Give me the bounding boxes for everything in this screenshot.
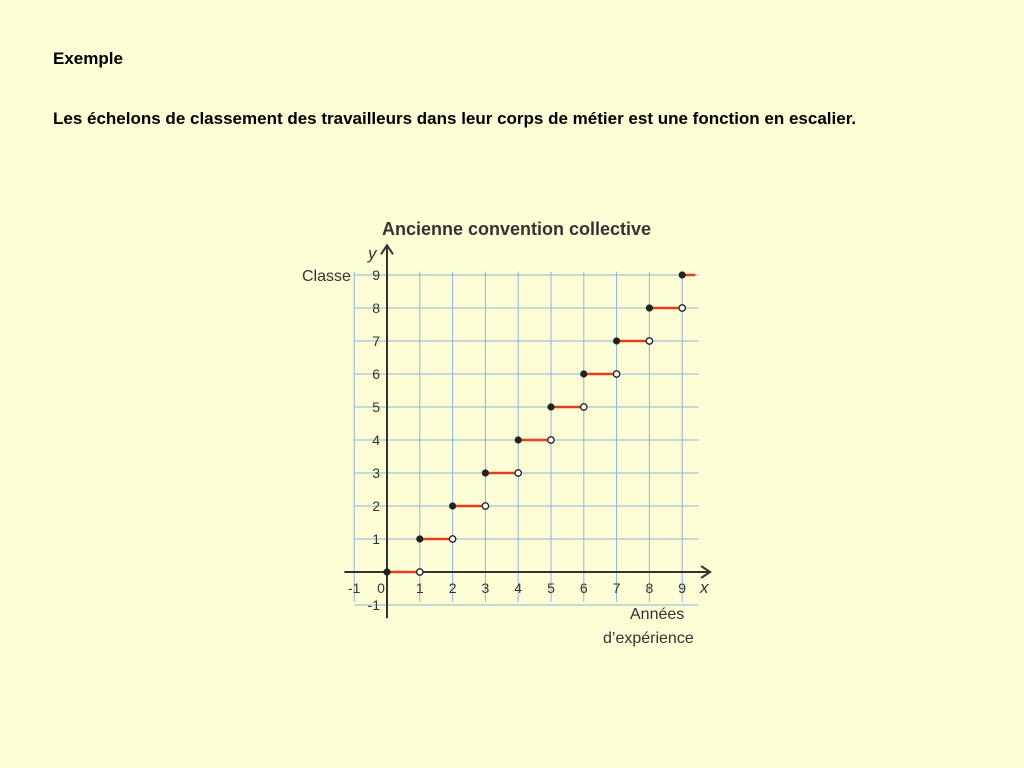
x-tick-label: 6 bbox=[579, 580, 588, 596]
step-closed-point bbox=[416, 535, 423, 542]
step-closed-point bbox=[383, 568, 390, 575]
y-tick-label: 5 bbox=[372, 399, 380, 415]
x-axis-variable: x bbox=[700, 578, 709, 597]
step-closed-point bbox=[449, 502, 456, 509]
slide-text: Les échelons de classement des travailleurs dans leur corps de métier est une fonction en escalier. bbox=[53, 109, 857, 128]
chart-grid bbox=[354, 272, 698, 605]
step-closed-point bbox=[679, 271, 686, 278]
x-tick-label: 8 bbox=[645, 580, 654, 596]
step-closed-point bbox=[482, 469, 489, 476]
slide-heading: Exemple bbox=[53, 49, 123, 68]
x-tick-label: 3 bbox=[481, 580, 490, 596]
x-tick-label: 7 bbox=[612, 580, 621, 596]
chart-steps bbox=[383, 271, 695, 575]
step-closed-point bbox=[613, 337, 620, 344]
step-open-point bbox=[548, 437, 554, 443]
x-tick-label: 9 bbox=[678, 580, 687, 596]
step-open-point bbox=[515, 470, 521, 476]
y-tick-label: 4 bbox=[372, 432, 380, 448]
x-tick-label: 4 bbox=[514, 580, 523, 596]
step-open-point bbox=[581, 404, 587, 410]
x-axis-label-line-2: d’expérience bbox=[603, 630, 694, 647]
x-tick-label: -1 bbox=[347, 580, 361, 596]
x-axis-label-line-1: Années bbox=[630, 606, 685, 623]
step-closed-point bbox=[646, 304, 653, 311]
step-open-point bbox=[613, 371, 619, 377]
y-tick-label: 9 bbox=[372, 267, 380, 283]
step-closed-point bbox=[515, 436, 522, 443]
step-open-point bbox=[449, 536, 455, 542]
step-open-point bbox=[679, 305, 685, 311]
step-open-point bbox=[417, 569, 423, 575]
x-tick-label: 2 bbox=[448, 580, 457, 596]
step-open-point bbox=[646, 338, 652, 344]
x-tick-label: 0 bbox=[377, 580, 385, 596]
x-tick-label: 5 bbox=[547, 580, 555, 596]
y-axis-label: Classe bbox=[302, 268, 351, 285]
step-chart bbox=[290, 210, 730, 655]
chart-axes bbox=[344, 245, 710, 618]
step-closed-point bbox=[547, 403, 554, 410]
y-tick-label: 6 bbox=[372, 366, 380, 382]
chart-svg bbox=[290, 210, 730, 655]
step-closed-point bbox=[580, 370, 587, 377]
y-tick-label: 2 bbox=[372, 498, 380, 514]
y-tick-label: 7 bbox=[372, 333, 380, 349]
x-tick-label: 1 bbox=[415, 580, 424, 596]
y-tick-label: 8 bbox=[372, 300, 380, 316]
y-tick-label: 3 bbox=[372, 465, 380, 481]
y-tick-label: -1 bbox=[367, 597, 380, 613]
chart-title: Ancienne convention collective bbox=[382, 219, 652, 239]
y-tick-label: 1 bbox=[372, 531, 380, 547]
y-axis-variable: y bbox=[368, 244, 377, 263]
step-open-point bbox=[482, 503, 488, 509]
